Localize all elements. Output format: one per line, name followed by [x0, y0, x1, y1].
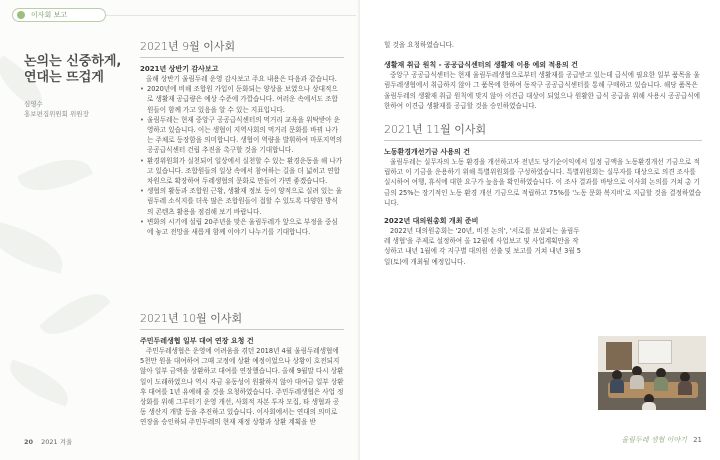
section-tab-label: 이사회 보고 [31, 11, 68, 19]
delegates-meeting-body: 2022년 대의원총회는 '20년, 비전 논의', '서로를 보살피는 울림두레 생협'을 주제로 설정하여 올 12월에 사업보고 및 사업계획안을 작성하고 내년 1월에 각 지구별 대의원 선출 및 보고를 거쳐 내년 3월 5일(토)에 개최될 예정입니다. [384, 227, 581, 266]
left-folio [24, 437, 72, 446]
section-divider [140, 329, 344, 330]
article-title-line2: 연대는 뜨겁게 [24, 70, 104, 85]
article-title [24, 54, 121, 86]
meeting-photo [598, 336, 706, 410]
subhead-labor-fund: 노동환경개선기금 사용의 건 [384, 148, 471, 157]
decorative-leaf [39, 281, 111, 347]
right-column [384, 40, 702, 267]
continuation-text: 힐 것을 요청하였습니다. [384, 41, 454, 49]
photo-person-body [610, 379, 624, 393]
author-block [24, 99, 89, 119]
subhead-audit-report: 2021년 상반기 감사보고 [140, 65, 219, 73]
subhead-goods-principle: 생활재 취급 원칙 - 공공급식센터의 생활재 이용 예외 적용의 건 [384, 61, 578, 70]
list-item: • 환경위원회가 실천되어 일상에서 실천할 수 있는 환경운동을 해 나가고 있습니다. 조합원들의 일상 속에서 참여하는 길을 더 넓히고 연합 차원으로 확장하여 두레생협의 문화로 만들어 가면 좋겠습니다. [140, 156, 344, 187]
audit-intro: 올해 상반기 울림두레 운영 감사보고 주요 내용은 다음과 같습니다. [146, 75, 337, 83]
list-item: • 울림두레는 현재 중앙구 공공급식센터의 먹거리 교육을 위탁받아 운영하고 있습니다. 이는 생협이 지역사회의 먹거리 문화를 바꿔 나가는 주체로 등장함을 의미합니다. 생협이 역량을 발휘하여 마포지역의 공공급식센터 건립 추진을 촉구할 것을 기대합니다. [140, 115, 344, 156]
header-rule [106, 15, 356, 16]
photo-person-body [678, 381, 692, 395]
labor-fund-body: 울림두레는 실무자의 노동 환경을 개선하고자 전년도 당기순이익에서 일정 금액을 노동환경개선 기금으로 적립하고 이 기금을 운용하기 위해 특별위원회를 구성하였습니다. 특별위원회는 실무자를 대상으로 의견 조사를 실시하여 여행, 휴식에 대한 요구가 높음을 확인하였습니다. 이 조사 결과를 바탕으로 이사회 논의를 거쳐 총 기금의 25%는 장기적인 노동 환경 개선 기금으로 적립하고 75%를 '노동 문화 복지비'로 지급할 것을 결정하였습니다. [384, 158, 702, 207]
goods-principle-body: 중앙구 공공급식센터는 현재 울림두레생협으로부터 생활재를 공급받고 있는데 급식에 필요한 일부 품목을 울림두레생협에서 취급하지 않아 그 품목에 한하여 동작구 공공급식센터를 통해 구매하고 있습니다. 해당 품목은 울림두레의 생활재 취급 원칙에 맞지 않아 이견급 대상이 되었으나 원활한 급식 공급을 위해 사용시 공공급식에 한하여 이견급 생활재를 공급할 것을 승인하였습니다. [384, 71, 700, 110]
subhead-delegates-meeting: 2022년 대의원총회 개최 준비 [384, 217, 479, 226]
photo-person-body [642, 402, 656, 410]
list-item: • 생협의 활동과 조합원 근황, 생활재 정보 등이 양적으로 실려 있는 울림두레 소식지를 더욱 많은 조합원들이 접할 수 있도록 다양한 방식의 콘텐츠 활용을 점검해 보기 바랍니다. [140, 186, 344, 217]
decorative-leaf [17, 147, 93, 204]
section-divider [384, 140, 702, 141]
loan-extension-body: 주민두레생협은 운영에 어려움을 겪던 2018년 4월 울림두레생협에 5천만 원을 대여하여 그때 고정에 상환 예정이었으나 상황이 호전되지 않아 일부 금액을 상환하고 대여를 연장했습니다. 올해 9월말 다시 상환일이 도래하였으나 역시 자금 유동성이 원활하지 않아 대여금 일부 상환 후 대여를 1년 유예해 줄 것을 요청하였습니다. 주민두레생협은 사업 정상화를 위해 그루터기 운영 개선, 사회적 자본 투자 모집, 타 생협과 공동 생산지 개발 등을 추진하고 있습니다. 이사회에서는 연대의 의미로 연장을 승인하되 주민두레의 현재 재정 상황과 상환 계획을 받 [140, 347, 344, 427]
section-title-november: 2021년 11월 이사회 [384, 123, 487, 137]
subhead-loan-extension: 주민두레생협 일부 대여 연장 요청 건 [140, 337, 254, 345]
decorative-leaf [4, 359, 75, 406]
section-tab [12, 8, 106, 22]
author-name: 심영수 [24, 100, 43, 108]
photo-whiteboard [638, 340, 672, 364]
left-column-top [140, 40, 344, 237]
right-page-number: 21 [693, 436, 702, 444]
article-title-line1: 논의는 신중하게, [24, 54, 122, 69]
magazine-brand: 울림두레 생협 이야기 [621, 436, 687, 444]
photo-bookshelf [606, 342, 632, 370]
photo-person-body [630, 375, 644, 389]
section-title-september: 2021년 9월 이사회 [140, 40, 236, 53]
decorative-leaf [0, 220, 69, 274]
left-page-number: 20 [24, 438, 34, 446]
author-role: 홍보편집위원회 위원장 [24, 110, 89, 118]
left-column-bottom [140, 312, 344, 428]
right-folio [622, 435, 702, 445]
section-title-october: 2021년 10월 이사회 [140, 312, 243, 325]
list-item: • 변화의 시기에 설립 20주년을 맞은 울림두레가 앞으로 부정을 중심에 놓고 전망을 새롭게 함께 이야기 나누기를 기대합니다. [140, 217, 344, 237]
audit-bullet-list [140, 84, 344, 237]
tab-bullet-icon [17, 11, 25, 19]
section-divider [140, 57, 344, 58]
issue-label: 2021 겨울 [41, 438, 73, 446]
photo-person-body [654, 377, 668, 391]
list-item: • 2020년에 비해 조합원 가입이 둔화되는 양상을 보였으나 상대적으로 생활재 공급량은 예상 수준에 가깝습니다. 여러운 속에서도 조합원들이 함께 가고 있음을 알 수 있는 지표입니다. [140, 84, 344, 115]
